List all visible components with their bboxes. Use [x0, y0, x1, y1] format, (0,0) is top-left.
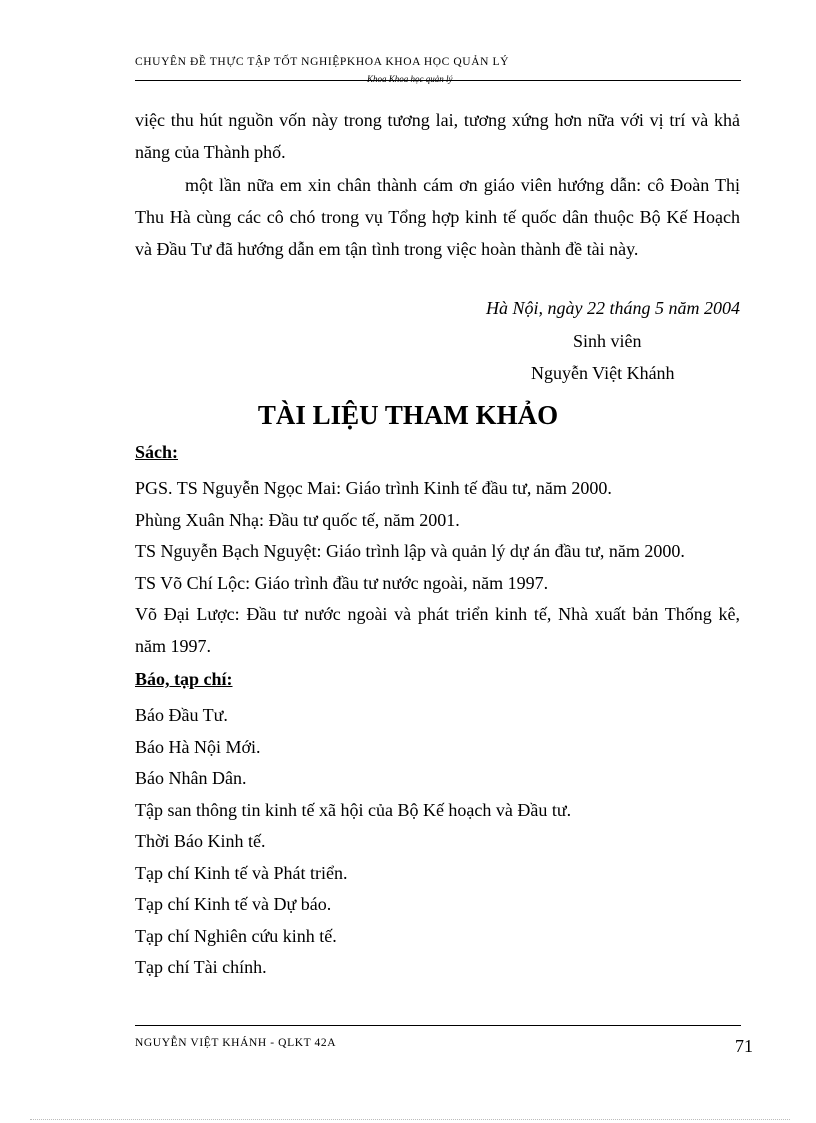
references-title: TÀI LIỆU THAM KHẢO	[257, 400, 559, 430]
book-reference: TS Nguyễn Bạch Nguyệt: Giáo trình lập và quản lý dự án đầu tư, năm 2000.	[135, 541, 685, 561]
book-reference: Võ Đại Lược: Đầu tư nước ngoài và phát triển kinh tế, Nhà xuất bản Thống kê, năm 1997.	[135, 604, 740, 656]
signature-date: Hà Nội, ngày 22 tháng 5 năm 2004	[486, 298, 740, 318]
signature-role: Sinh viên	[573, 331, 642, 351]
signature-name: Nguyễn Việt Khánh	[531, 363, 675, 383]
page-edge-divider	[30, 1119, 790, 1120]
press-reference: Báo Hà Nội Mới.	[135, 736, 261, 757]
book-reference: Phùng Xuân Nhạ: Đầu tư quốc tế, năm 2001.	[135, 509, 460, 530]
press-reference: Tạp chí Kinh tế và Phát triển.	[135, 862, 348, 883]
press-reference: Tập san thông tin kinh tế xã hội của Bộ Kế hoạch và Đầu tư.	[135, 799, 572, 820]
press-reference: Thời Báo Kinh tế.	[135, 831, 266, 851]
books-heading: Sách:	[135, 442, 179, 462]
press-reference: Tạp chí Tài chính.	[135, 957, 267, 977]
book-reference: PGS. TS Nguyễn Ngọc Mai: Giáo trình Kinh tế đầu tư, năm 2000.	[135, 478, 612, 498]
footer-divider	[135, 1025, 741, 1026]
page-number: 71	[735, 1036, 753, 1056]
body-paragraph-1: việc thu hút nguồn vốn này trong tương lai, tương xứng hơn nữa với vị trí và khả năng của Thành phố.	[135, 110, 740, 162]
press-reference: Báo Nhân Dân.	[135, 768, 247, 788]
press-reference: Báo Đầu Tư.	[135, 705, 228, 725]
press-reference: Tạp chí Kinh tế và Dự báo.	[135, 894, 332, 914]
press-list	[135, 700, 740, 984]
running-header-subtitle: Khoa Khoa học quản lý	[367, 74, 453, 84]
footer-author: NGUYỄN VIỆT KHÁNH - QLKT 42A	[135, 1037, 337, 1049]
header-divider	[135, 80, 741, 81]
body-paragraph-2: một lần nữa em xin chân thành cám ơn giáo viên hướng dẫn: cô Đoàn Thị Thu Hà cùng các cô chó trong vụ Tổng hợp kinh tế quốc dân thuộc Bộ Kế Hoạch và Đầu Tư đã hướng dẫn em tận tình trong việc hoàn thành đề tài này.	[135, 175, 740, 259]
running-header-title: CHUYÊN ĐỀ THỰC TẬP TỐT NGHIỆPKHOA KHOA HỌC QUẢN LÝ	[135, 56, 510, 68]
book-reference: TS Võ Chí Lộc: Giáo trình đầu tư nước ngoài, năm 1997.	[135, 572, 549, 593]
press-reference: Tạp chí Nghiên cứu kinh tế.	[135, 925, 337, 946]
books-list	[135, 473, 740, 662]
press-heading: Báo, tạp chí:	[135, 669, 233, 689]
